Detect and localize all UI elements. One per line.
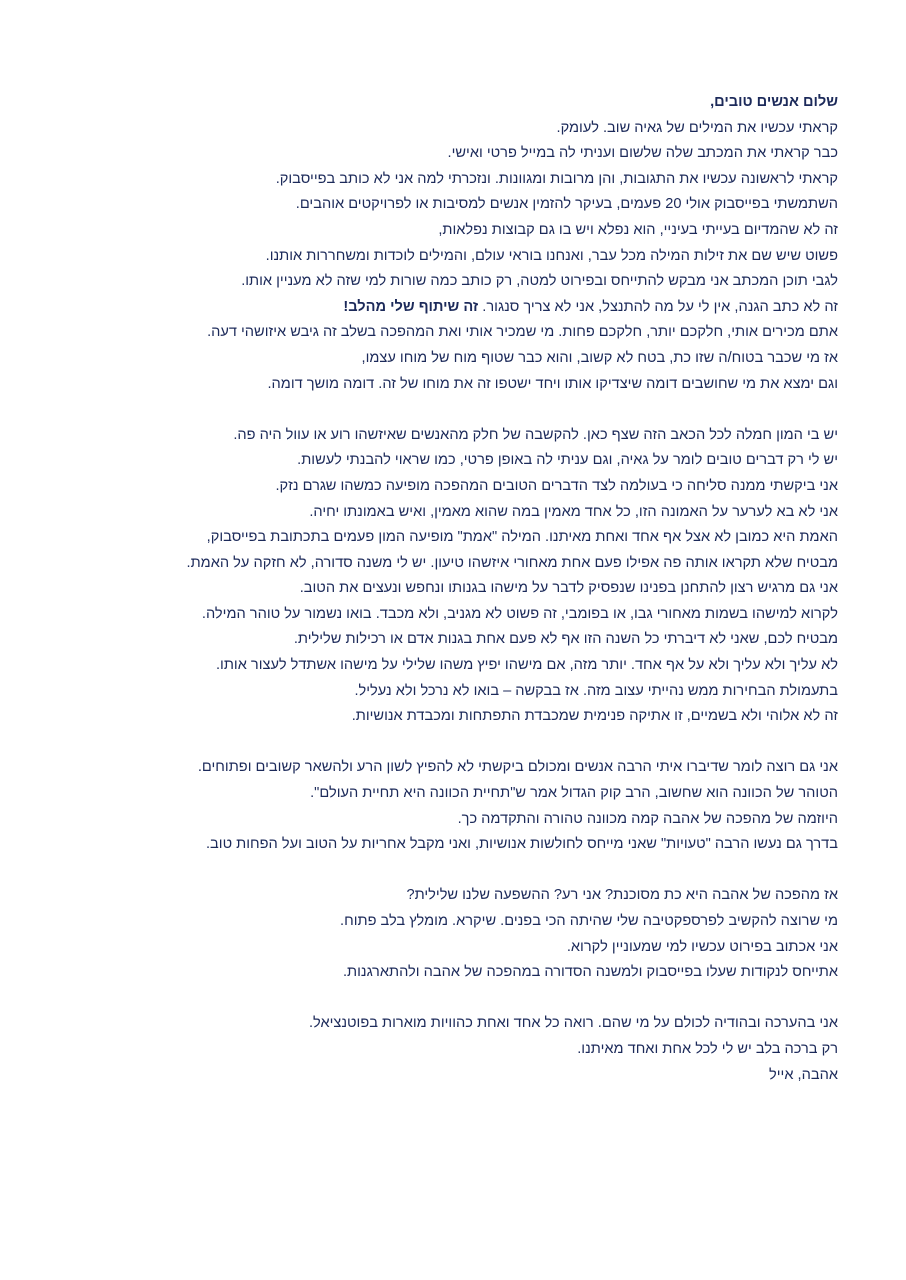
letter-line: פשוט שיש שם את זילות המילה מכל עבר, ואנחנו בוראי עולם, והמילים לוכדות ומשחררות אותנו.	[265, 247, 838, 264]
letter-body	[98, 90, 838, 1088]
letter-line: אני בהערכה ובהודיה לכולם על מי שהם. רואה כל אחד ואחת כהוויות מוארות בפוטנציאל.	[308, 1015, 838, 1032]
letter-line: אני ביקשתי ממנה סליחה כי בעולמה לצד הדברים הטובים המהפכה מופיעה כמשהו שגרם נזק.	[275, 477, 838, 494]
letter-line: בדרך גם נעשו הרבה "טעויות" שאני מייחס לחולשות אנושיות, ואני מקבל אחריות על הטוב ועל הפחות טוב.	[206, 836, 838, 853]
letter-signature: אהבה, אייל	[769, 1066, 838, 1083]
letter-line: קראתי לראשונה עכשיו את התגובות, והן מרובות ומגוונות. ונזכרתי למה אני לא כותב בפייסבוק.	[275, 170, 838, 187]
letter-line: וגם ימצא את מי שחושבים דומה שיצדיקו אותו ויחד ישטפו זה את מוחו של זה. דומה מושך דומה.	[267, 375, 838, 392]
letter-line: לא עליך ולא עליך ולא על אף אחד. יותר מזה, אם מישהו יפיץ משהו שלילי על מישהו אשתדל לעצור אותו.	[215, 657, 838, 674]
letter-line: רק ברכה בלב יש לי לכל אחת ואחד מאיתנו.	[577, 1040, 838, 1057]
letter-greeting: שלום אנשים טובים,	[710, 94, 838, 110]
letter-line: אתם מכירים אותי, חלקכם יותר, חלקכם פחות. מי שמכיר אותי ואת המהפכה בשלב זה גיבש איזושהי דעה.	[207, 324, 838, 341]
letter-line-mixed	[98, 295, 838, 321]
paragraph-gap	[98, 730, 838, 756]
letter-line: קראתי עכשיו את המילים של גאיה שוב. לעומק.	[556, 119, 838, 136]
letter-line: מבטיח שלא תקראו אותה פה אפילו פעם אחת מאחורי איזשהו טיעון. יש לי משנה סדורה, לא חזקה על האמת.	[186, 554, 838, 571]
letter-line-normal-part: זה לא כתב הגנה, אין לי על מה להתנצל, אני לא צריך סנגור.	[478, 298, 838, 315]
letter-line: לקרוא למישהו בשמות מאחורי גבו, או בפומבי, זה פשוט לא מגניב, ולא מכבד. בואו נשמור על טוהר המילה.	[201, 605, 838, 622]
letter-line: יש בי המון חמלה לכל הכאב הזה שצף כאן. להקשבה של חלק מהאנשים שאיזשהו רוע או עוול היה פה.	[233, 426, 838, 443]
letter-line: אני אכתוב בפירוט עכשיו למי שמעוניין לקרוא.	[566, 938, 838, 955]
letter-line: אני גם רוצה לומר שדיברו איתי הרבה אנשים ומכולם ביקשתי לא להפיץ לשון הרע ולהשאר קשובים ופתוחים.	[197, 759, 838, 776]
letter-line: הטוהר של הכוונה הוא שחשוב, הרב קוק הגדול אמר ש"תחיית הכוונה היא תחיית העולם".	[310, 785, 838, 802]
letter-line-bold-part: זה שיתוף שלי מהלב!	[343, 298, 479, 315]
letter-line: אז מהפכה של אהבה היא כת מסוכנת? אני רע? ההשפעה שלנו שלילית?	[406, 887, 838, 904]
letter-line: היוזמה של מהפכה של אהבה קמה מכוונה טהורה והתקדמה כך.	[457, 810, 838, 827]
letter-line: השתמשתי בפייסבוק אולי 20 פעמים, בעיקר להזמין אנשים למסיבות או לפרויקטים אוהבים.	[295, 196, 838, 213]
paragraph-gap	[98, 397, 838, 423]
letter-line: בתעמולת הבחירות ממש נהייתי עצוב מזה. אז בבקשה – בואו לא נרכל ולא נעליל.	[354, 682, 838, 699]
letter-line: כבר קראתי את המכתב שלה שלשום ועניתי לה במייל פרטי ואישי.	[447, 145, 838, 162]
letter-line: מי שרוצה להקשיב לפרספקטיבה שלי שהיתה הכי בפנים. שיקרא. מומלץ בלב פתוח.	[340, 913, 838, 929]
letter-line: אני גם מרגיש רצון להתחנן בפנינו שנפסיק לדבר על מישהו בגנותו ונחפש ונעצים את הטוב.	[299, 580, 838, 597]
paragraph-gap	[98, 858, 838, 884]
letter-line: זה לא אלוהי ולא בשמיים, זו אתיקה פנימית שמכבדת התפתחות ומכבדת אנושיות.	[351, 708, 838, 725]
letter-line: יש לי רק דברים טובים לומר על גאיה, וגם עניתי לה באופן פרטי, כמו שראוי להבנתי לעשות.	[297, 452, 838, 469]
letter-line: אז מי שכבר בטוח/ה שזו כת, בטח לא קשוב, והוא כבר שטוף מוח של מוחו עצמו,	[361, 349, 838, 366]
letter-line: אני לא בא לערער על האמונה הזו, כל אחד מאמין במה שהוא מאמין, ואיש באמונתו יחיה.	[309, 503, 838, 520]
letter-line: האמת היא כמובן לא אצל אף אחד ואחת מאיתנו. המילה "אמת" מופיעה המון פעמים בתכתובת בפייסבוק,	[206, 529, 838, 546]
paragraph-gap	[98, 986, 838, 1012]
letter-line: זה לא שהמדיום בעייתי בעיניי, הוא נפלא ויש בו גם קבוצות נפלאות,	[438, 221, 838, 238]
letter-line: לגבי תוכן המכתב אני מבקש להתייחס ובפירוט למטה, רק כותב כמה שורות למי שזה לא מעניין אותו.	[241, 273, 838, 290]
letter-line: מבטיח לכם, שאני לא דיברתי כל השנה הזו אף לא פעם אחת בגנות אדם או רכילות שלילית.	[293, 631, 838, 648]
letter-line: אתייחס לנקודות שעלו בפייסבוק ולמשנה הסדורה במהפכה של אהבה ולהתארגנות.	[343, 964, 838, 981]
